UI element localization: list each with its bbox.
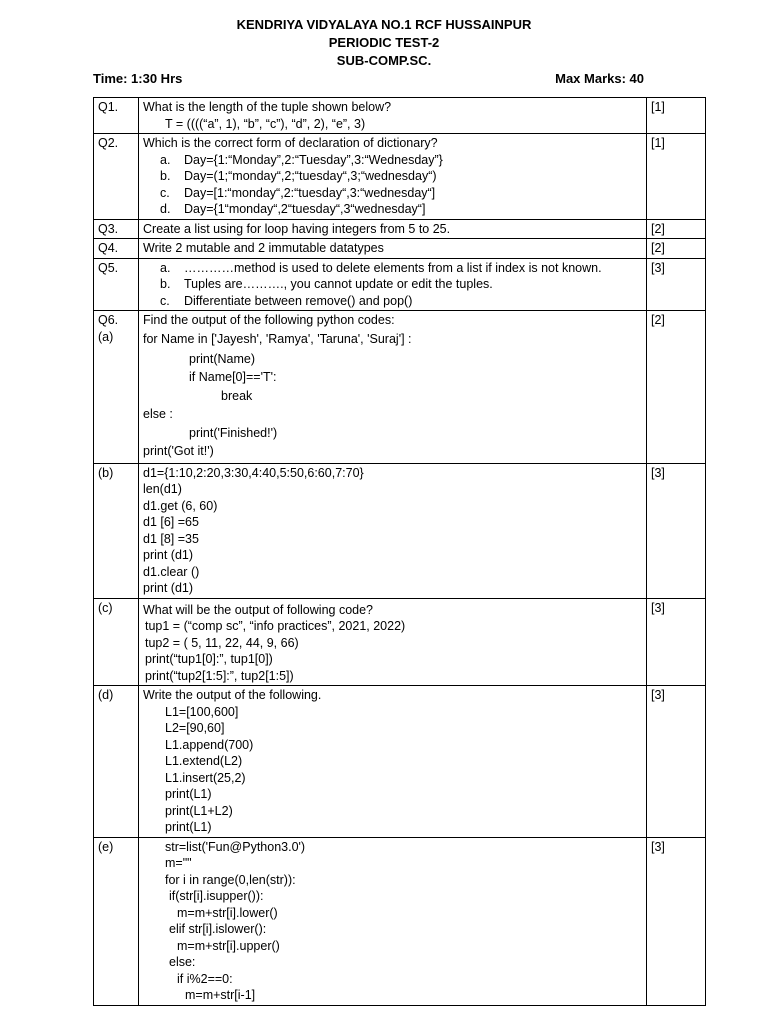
question-row-q6e bbox=[94, 837, 706, 1005]
question-number: Q4. bbox=[94, 239, 139, 259]
question-text: Write the output of the following. bbox=[143, 688, 322, 702]
question-body bbox=[139, 258, 647, 311]
code-line: else : bbox=[143, 407, 173, 421]
option-item bbox=[143, 201, 642, 218]
question-number: Q5. bbox=[94, 258, 139, 311]
question-text: Find the output of the following python codes: bbox=[143, 313, 395, 327]
option-text: Day={1“monday“,2“tuesday“,3“wednesday“] bbox=[184, 202, 426, 216]
code-line: d1.clear () bbox=[143, 564, 200, 579]
question-marks: [3] bbox=[647, 686, 706, 838]
time-label: Time: 1:30 Hrs bbox=[93, 71, 183, 86]
sub-item-text: …………method is used to delete elements from a list if index is not known. bbox=[184, 260, 602, 275]
code-line: print(Name) bbox=[189, 351, 255, 366]
code-line: else: bbox=[169, 955, 196, 969]
option-text: Day=(1;“monday“,2;“tuesday“,3;“wednesday“) bbox=[184, 169, 437, 183]
sub-item-letter: a. bbox=[160, 260, 171, 275]
code-line: print(L1) bbox=[165, 787, 212, 801]
sub-item bbox=[143, 276, 642, 293]
question-text: What is the length of the tuple shown below? bbox=[143, 100, 392, 114]
code-line: L1=[100,600] bbox=[165, 704, 239, 719]
sub-question-label: (b) bbox=[94, 463, 139, 598]
question-marks: [1] bbox=[647, 98, 706, 134]
question-body bbox=[139, 837, 647, 1005]
code-line: print (d1) bbox=[143, 548, 194, 562]
question-marks: [3] bbox=[647, 258, 706, 311]
question-marks: [2] bbox=[647, 219, 706, 239]
question-number: Q3. bbox=[94, 219, 139, 239]
code-line: len(d1) bbox=[143, 482, 182, 496]
code-line: print('Got it!') bbox=[143, 444, 214, 458]
question-marks: [1] bbox=[647, 134, 706, 220]
question-body bbox=[139, 98, 647, 134]
max-marks-label: Max Marks: 40 bbox=[555, 71, 644, 86]
option-item bbox=[143, 152, 642, 169]
question-number bbox=[94, 311, 139, 464]
code-line: tup1 = (“comp sc”, “info practices”, 2021, 2022) bbox=[145, 619, 406, 633]
question-row-q3 bbox=[94, 219, 706, 239]
question-row-q5 bbox=[94, 258, 706, 311]
code-line: L1.insert(25,2) bbox=[165, 770, 246, 785]
option-item bbox=[143, 185, 642, 202]
code-line: T = ((((“a”, 1), “b”, “c”), “d”, 2), “e”, 3) bbox=[165, 116, 366, 131]
code-line: L1.append(700) bbox=[165, 737, 254, 752]
sub-item-letter: b. bbox=[160, 277, 171, 291]
code-line: d1.get (6, 60) bbox=[143, 498, 218, 513]
sub-item bbox=[143, 260, 642, 277]
question-text: Create a list using for loop having integers from 5 to 25. bbox=[139, 219, 647, 239]
sub-item-text: Differentiate between remove() and pop() bbox=[184, 293, 413, 308]
option-text: Day={1:“Monday”,2:“Tuesday”,3:“Wednesday”} bbox=[184, 152, 443, 167]
code-line: m=m+str[i].lower() bbox=[177, 905, 278, 920]
code-line: m=m+str[i].upper() bbox=[177, 938, 280, 953]
question-body bbox=[139, 463, 647, 598]
question-row-q4 bbox=[94, 239, 706, 259]
question-marks: [2] bbox=[647, 311, 706, 464]
question-number: Q2. bbox=[94, 134, 139, 220]
question-row-q1 bbox=[94, 98, 706, 134]
question-text: What will be the output of following code? bbox=[143, 602, 373, 617]
code-line: if Name[0]=='T': bbox=[189, 370, 277, 384]
question-table bbox=[93, 97, 706, 1006]
question-row-q6b bbox=[94, 463, 706, 598]
code-line: print(“tup1[0]:”, tup1[0]) bbox=[145, 652, 273, 666]
code-line: m="" bbox=[165, 856, 192, 870]
question-text: Write 2 mutable and 2 immutable datatypes bbox=[139, 239, 647, 259]
question-number: Q1. bbox=[94, 98, 139, 134]
code-line: for Name in ['Jayesh', 'Ramya', 'Taruna', 'Suraj'] : bbox=[143, 331, 412, 346]
sub-question-label: (e) bbox=[94, 837, 139, 1005]
subject-title: SUB-COMP.SC. bbox=[336, 53, 432, 68]
school-name: KENDRIYA VIDYALAYA NO.1 RCF HUSSAINPUR bbox=[236, 17, 532, 32]
code-line: d1 [6] =65 bbox=[143, 515, 199, 529]
code-line: print(L1) bbox=[165, 820, 212, 834]
code-line: d1 [8] =35 bbox=[143, 531, 199, 546]
question-marks: [3] bbox=[647, 598, 706, 686]
option-text: Day=[1:“monday“,2:“tuesday“,3:“wednesday“] bbox=[184, 185, 436, 200]
question-row-q6c bbox=[94, 598, 706, 686]
sub-item bbox=[143, 293, 642, 310]
test-title: PERIODIC TEST-2 bbox=[328, 35, 440, 50]
question-row-q6d bbox=[94, 686, 706, 838]
code-line: print (d1) bbox=[143, 581, 194, 595]
code-line: d1={1:10,2:20,3:30,4:40,5:50,6:60,7:70} bbox=[143, 465, 364, 480]
question-body bbox=[139, 686, 647, 838]
code-line: if i%2==0: bbox=[177, 971, 233, 986]
question-marks: [3] bbox=[647, 837, 706, 1005]
question-body bbox=[139, 598, 647, 686]
question-number-label: Q6. bbox=[98, 313, 119, 327]
code-line: if(str[i].isupper()): bbox=[169, 889, 264, 903]
option-item bbox=[143, 168, 642, 185]
question-text: Which is the correct form of declaration of dictionary? bbox=[143, 136, 438, 150]
sub-question-label: (d) bbox=[94, 686, 139, 838]
sub-item-text: Tuples are………., you cannot update or edit the tuples. bbox=[184, 277, 493, 291]
code-line: tup2 = ( 5, 11, 22, 44, 9, 66) bbox=[145, 635, 299, 650]
question-marks: [3] bbox=[647, 463, 706, 598]
question-row-q2 bbox=[94, 134, 706, 220]
code-line: break bbox=[221, 388, 253, 403]
code-line: print(L1+L2) bbox=[165, 803, 233, 818]
question-marks: [2] bbox=[647, 239, 706, 259]
option-letter: b. bbox=[160, 169, 171, 183]
option-letter: c. bbox=[160, 185, 170, 200]
code-line: print(“tup2[1:5]:”, tup2[1:5]) bbox=[145, 668, 294, 683]
question-row-q6a bbox=[94, 311, 706, 464]
sub-question-label: (a) bbox=[98, 329, 114, 344]
code-line: L2=[90,60] bbox=[165, 721, 225, 735]
code-line: elif str[i].islower(): bbox=[169, 922, 267, 936]
question-body bbox=[139, 134, 647, 220]
code-line: m=m+str[i-1] bbox=[185, 988, 256, 1002]
code-line: print('Finished!') bbox=[189, 425, 278, 440]
question-body bbox=[139, 311, 647, 464]
code-line: for i in range(0,len(str)): bbox=[165, 872, 296, 887]
option-letter: a. bbox=[160, 152, 171, 167]
code-line: str=list('Fun@Python3.0') bbox=[165, 839, 306, 854]
sub-question-label: (c) bbox=[94, 598, 139, 686]
option-letter: d. bbox=[160, 202, 171, 216]
sub-item-letter: c. bbox=[160, 293, 170, 308]
code-line: L1.extend(L2) bbox=[165, 754, 243, 768]
